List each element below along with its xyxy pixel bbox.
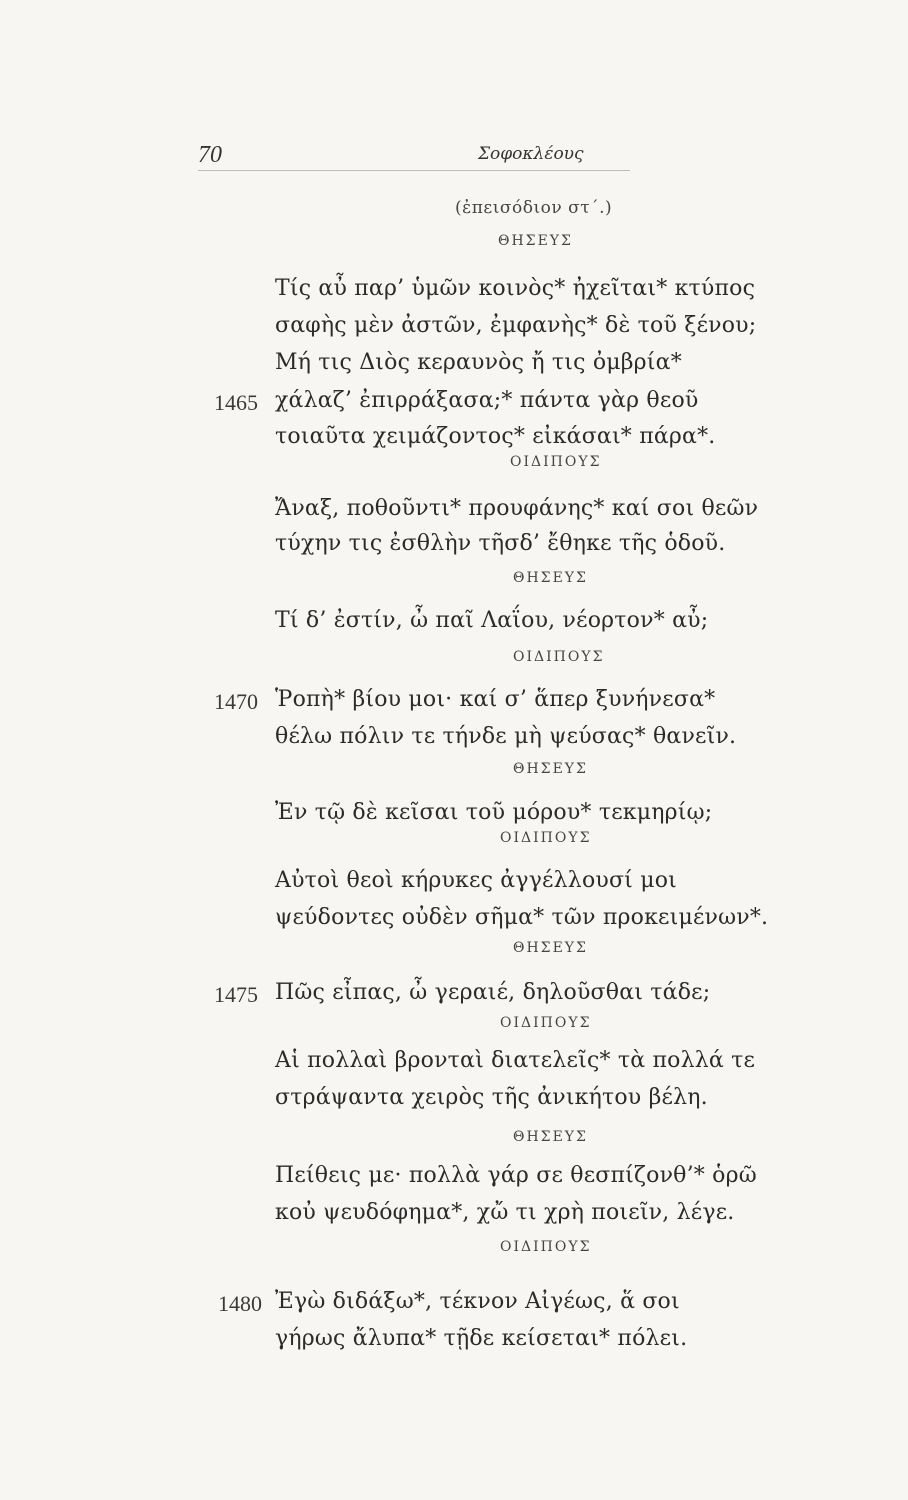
verse-line: Ἐν τῷ δὲ κεῖσαι τοῦ μόρου* τεκμηρίῳ;	[275, 800, 713, 825]
verse-line: στράψαντα χειρὸς τῆς ἀνικήτου βέλη.	[275, 1085, 708, 1110]
verse-line: Ῥοπὴ* βίου μοι· καί σ’ ἅπερ ξυνήνεσα*	[275, 687, 716, 712]
verse-line: χάλαζ’ ἐπιρράξασα;* πάντα γὰρ θεοῦ	[275, 388, 699, 413]
line-number: 1480	[218, 1291, 262, 1316]
verse-line: Τί δ’ ἐστίν, ὦ παῖ Λαΐου, νέορτον* αὖ;	[275, 608, 709, 633]
verse-line: σαφὴς μὲν ἀστῶν, ἐμφανὴς* δὲ τοῦ ξένου;	[275, 313, 757, 338]
speaker-name: ΟΙΔΙΠΟΥΣ	[500, 1015, 592, 1031]
speaker-name: ΘΗΣΕΥΣ	[498, 233, 573, 249]
verse-line: θέλω πόλιν τε τήνδε μὴ ψεύσας* θανεῖν.	[275, 724, 737, 749]
verse-line: κοὐ ψευδόφημα*, χὤ τι χρὴ ποιεῖν, λέγε.	[275, 1200, 735, 1225]
speaker-name: ΘΗΣΕΥΣ	[513, 761, 588, 777]
verse-line: Πείθεις με· πολλὰ γάρ σε θεσπίζονθ’* ὁρῶ	[275, 1163, 757, 1188]
section-title: (ἐπεισόδιον στ΄.)	[455, 198, 613, 218]
speaker-name: ΟΙΔΙΠΟΥΣ	[510, 454, 602, 470]
verse-line: ψεύδοντες οὐδὲν σῆμα* τῶν προκειμένων*.	[275, 905, 769, 930]
page-header	[198, 142, 630, 172]
verse-line: Πῶς εἶπας, ὦ γεραιέ, δηλοῦσθαι τάδε;	[275, 980, 711, 1005]
verse-line: Ἄναξ, ποθοῦντι* προυφάνης* καί σοι θεῶν	[275, 496, 759, 521]
verse-line: Ἐγὼ διδάξω*, τέκνον Αἰγέως, ἅ σοι	[275, 1289, 680, 1314]
speaker-name: ΟΙΔΙΠΟΥΣ	[500, 1239, 592, 1255]
speaker-name: ΘΗΣΕΥΣ	[513, 940, 588, 956]
verse-line: τύχην τις ἐσθλὴν τῆσδ’ ἔθηκε τῆς ὁδοῦ.	[275, 531, 726, 556]
speaker-name: ΘΗΣΕΥΣ	[513, 570, 588, 586]
running-head: Σοφοκλέους	[478, 144, 584, 164]
speaker-name: ΘΗΣΕΥΣ	[513, 1129, 588, 1145]
speaker-name: ΟΙΔΙΠΟΥΣ	[500, 830, 592, 846]
line-number: 1465	[214, 390, 258, 415]
page-number: 70	[198, 142, 222, 168]
verse-line: Μή τις Διὸς κεραυνὸς ἤ τις ὀμβρία*	[275, 350, 682, 375]
verse-line: Αὐτοὶ θεοὶ κήρυκες ἀγγέλλουσί μοι	[275, 868, 677, 893]
verse-line: Αἱ πολλαὶ βρονταὶ διατελεῖς* τὰ πολλά τε	[275, 1048, 756, 1073]
speaker-name: ΟΙΔΙΠΟΥΣ	[513, 649, 605, 665]
verse-line: γήρως ἄλυπα* τῇδε κείσεται* πόλει.	[275, 1326, 688, 1351]
line-number: 1475	[214, 982, 258, 1007]
line-number: 1470	[214, 689, 258, 714]
verse-line: τοιαῦτα χειμάζοντος* εἰκάσαι* πάρα*.	[275, 424, 716, 449]
verse-line: Τίς αὖ παρ’ ὑμῶν κοινὸς* ἠχεῖται* κτύπος	[275, 276, 756, 301]
header-rule	[198, 170, 630, 171]
